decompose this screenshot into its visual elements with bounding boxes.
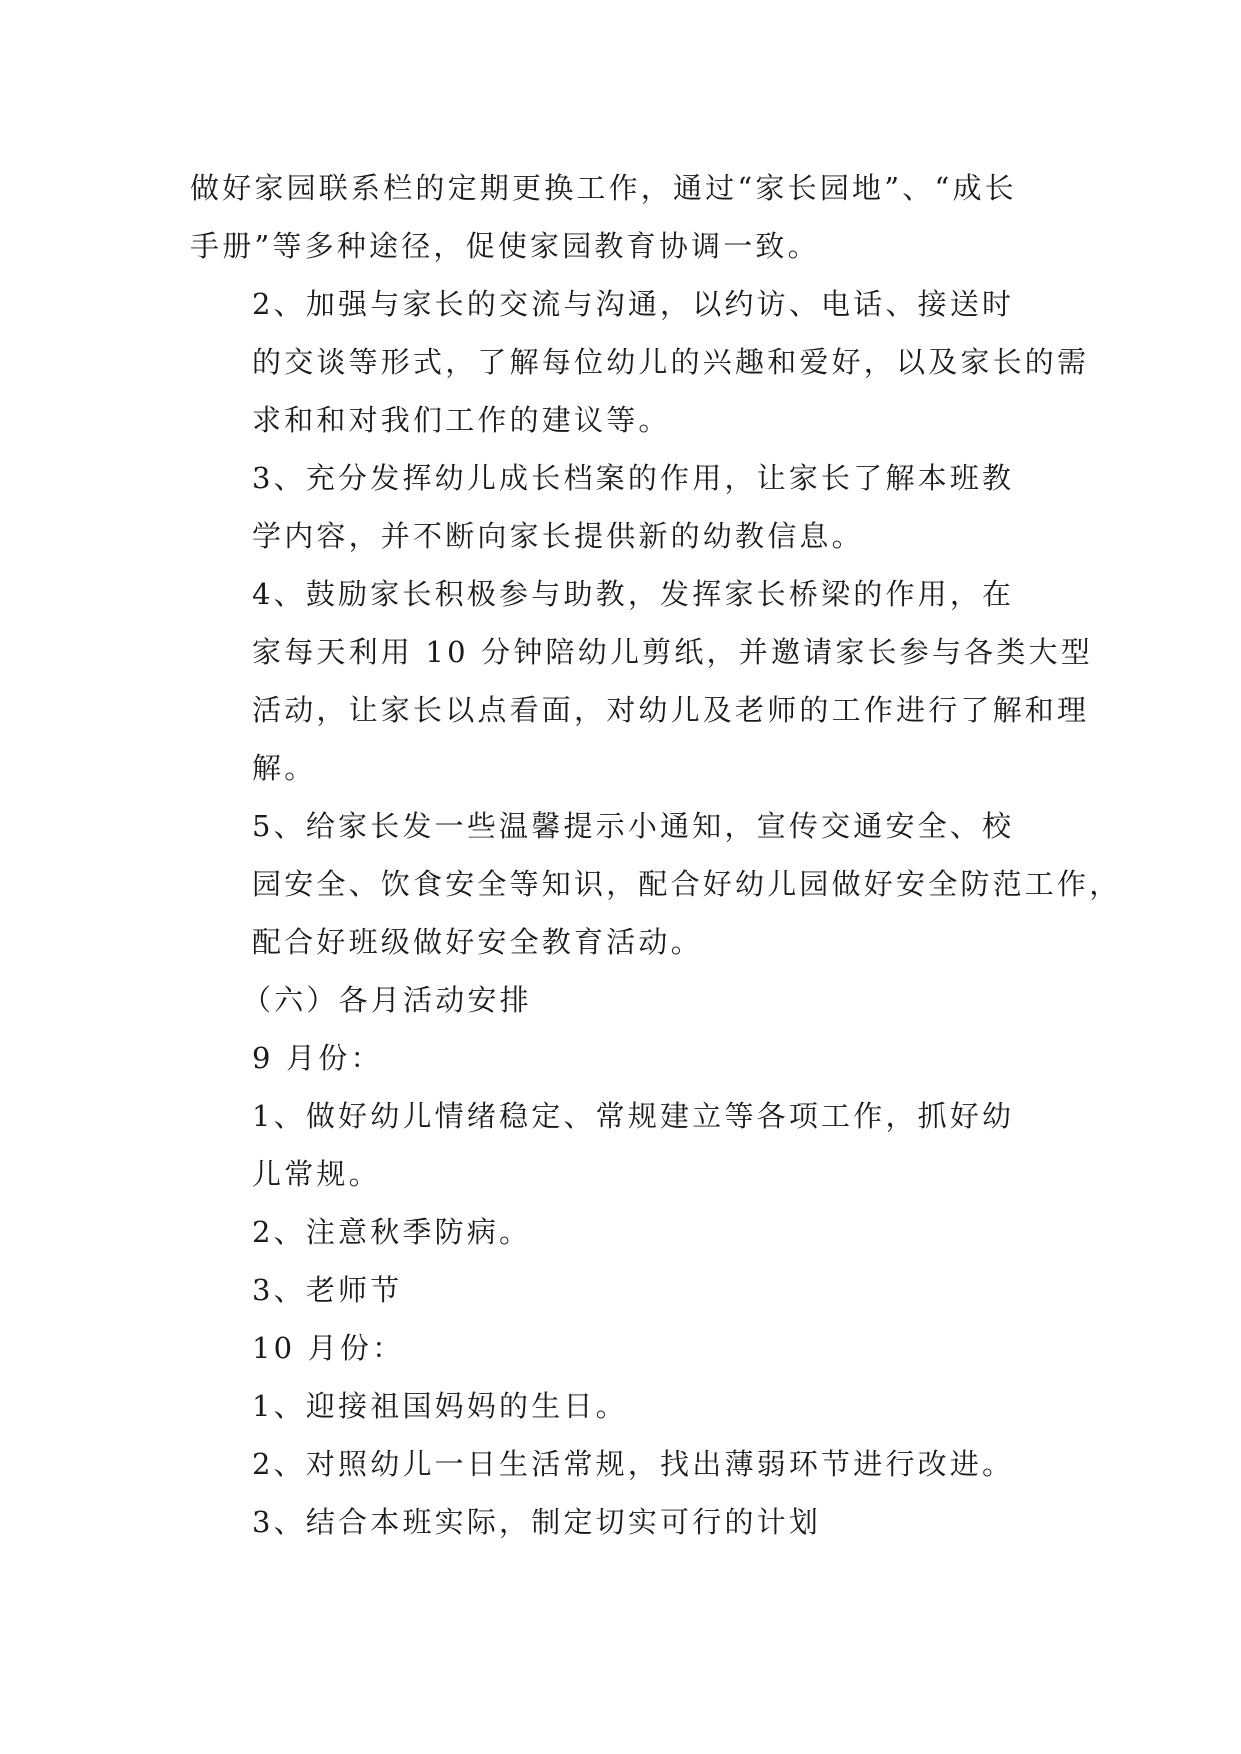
paragraph-p8 bbox=[190, 1203, 1050, 1261]
text-line: 活动，让家长以点看面，对幼儿及老师的工作进行了解和理 bbox=[252, 693, 1090, 727]
text-line: 2、注意秋季防病。 bbox=[252, 1215, 532, 1249]
text-line: 4、鼓励家长积极参与助教，发挥家长桥梁的作用，在 bbox=[252, 577, 1015, 611]
text-line: 的交谈等形式，了解每位幼儿的兴趣和爱好，以及家长的需 bbox=[252, 345, 1090, 379]
text-line: 3、充分发挥幼儿成长档案的作用，让家长了解本班教 bbox=[252, 461, 1015, 495]
text-line: 10 月份： bbox=[252, 1331, 405, 1365]
text-line: 2、对照幼儿一日生活常规，找出薄弱环节进行改进。 bbox=[252, 1447, 1015, 1481]
text-line: 3、老师节 bbox=[252, 1273, 403, 1307]
text-line: 解。 bbox=[252, 751, 317, 785]
paragraph-p3 bbox=[190, 565, 1093, 797]
paragraph-p5 bbox=[190, 971, 1050, 1029]
paragraph-p7 bbox=[190, 1087, 1050, 1203]
paragraph-p12 bbox=[190, 1435, 1050, 1493]
text-line: 1、迎接祖国妈妈的生日。 bbox=[252, 1389, 628, 1423]
text-line: 手册”等多种途径，促使家园教育协调一致。 bbox=[190, 229, 820, 263]
document-page bbox=[190, 159, 1122, 1551]
text-line: 园安全、饮食安全等知识，配合好幼儿园做好安全防范工作， bbox=[252, 867, 1122, 901]
paragraph-p10 bbox=[190, 1319, 1050, 1377]
text-line: （六）各月活动安排 bbox=[242, 983, 532, 1017]
text-line: 学内容，并不断向家长提供新的幼教信息。 bbox=[252, 519, 864, 553]
text-line: 求和和对我们工作的建议等。 bbox=[252, 403, 671, 437]
paragraph-p6 bbox=[190, 1029, 1050, 1087]
paragraph-p0 bbox=[190, 159, 1050, 275]
text-line: 做好家园联系栏的定期更换工作，通过“家长园地”、“成长 bbox=[190, 171, 1017, 205]
text-line: 9 月份： bbox=[252, 1041, 383, 1075]
paragraph-p1 bbox=[190, 275, 1090, 449]
text-line: 1、做好幼儿情绪稳定、常规建立等各项工作，抓好幼 bbox=[252, 1099, 1015, 1133]
text-line: 家每天利用 10 分钟陪幼儿剪纸，并邀请家长参与各类大型 bbox=[252, 635, 1093, 669]
paragraph-p13 bbox=[190, 1493, 1050, 1551]
text-line: 配合好班级做好安全教育活动。 bbox=[252, 925, 703, 959]
text-line: 儿常规。 bbox=[252, 1157, 381, 1191]
text-line: 3、结合本班实际，制定切实可行的计划 bbox=[252, 1505, 822, 1539]
paragraph-p2 bbox=[190, 449, 1050, 565]
text-line: 2、加强与家长的交流与沟通，以约访、电话、接送时 bbox=[252, 287, 1015, 321]
text-line: 5、给家长发一些温馨提示小通知，宣传交通安全、校 bbox=[252, 809, 1015, 843]
paragraph-p4 bbox=[190, 797, 1122, 971]
paragraph-p9 bbox=[190, 1261, 1050, 1319]
paragraph-p11 bbox=[190, 1377, 1050, 1435]
